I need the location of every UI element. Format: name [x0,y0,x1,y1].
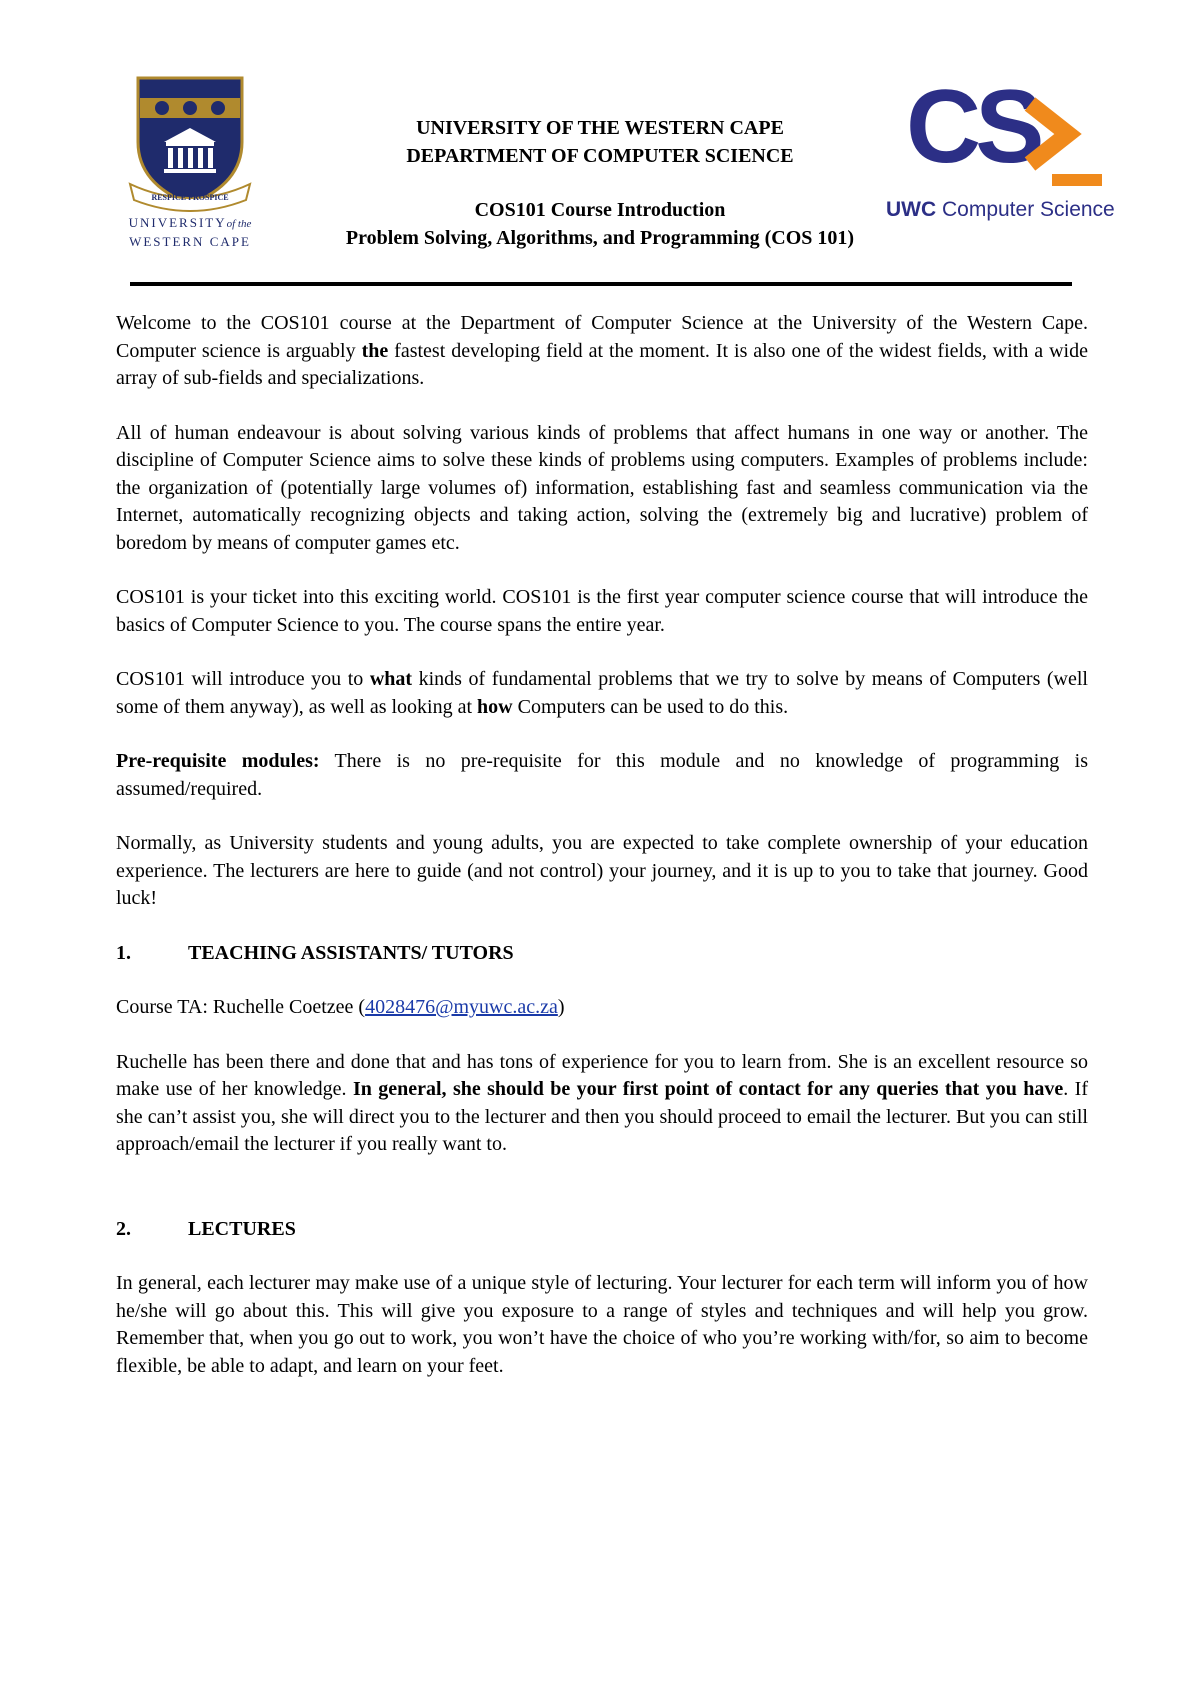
document-body [116,310,1088,1407]
cs-prompt-icon [906,84,1106,190]
intro-paragraph-what-how: COS101 will introduce you to what kinds of fundamental problems that we try to solve by means of Computers (well some of them anyway), as well as looking at how Computers can be used to do this. [116,668,1088,718]
intro-paragraph-problems: All of human endeavour is about solving various kinds of problems that affect humans in one way or another. The discipline of Computer Science aims to solve these kinds of problems using computers. Examples of problems include: the organization of (potentially large volumes of) information, establishing fast and seamless communication via the Internet, automatically recognizing objects and taking action, solving the (extremely big and lucrative) problem of boredom by means of computer games etc. [116,421,1088,554]
course-ta-line: Course TA: Ruchelle Coetzee (4028476@myuwc.ac.za) [116,996,565,1018]
ownership-paragraph: Normally, as University students and young adults, you are expected to take complete ownership of your education experience. The lecturers are here to guide (and not control) your journey, and it is up to you to take that journey. Good luck! [116,832,1088,909]
cs-department-logo [886,84,1136,234]
cs-logo-caption [886,198,1115,222]
header-divider [130,282,1072,286]
uwc-crest-icon [120,72,260,212]
document-header [270,114,930,252]
intro-paragraph-ticket: COS101 is your ticket into this exciting world. COS101 is the first year computer science course that will introduce the basics of Computer Science to you. The course spans the entire year. [116,586,1088,636]
uwc-wordmark-western-cape: WESTERN CAPE [129,234,251,249]
department-name: DEPARTMENT OF COMPUTER SCIENCE [406,145,794,167]
intro-paragraph-welcome: Welcome to the COS101 course at the Department of Computer Science at the University of the Western Cape. Computer science is arguably the fastest developing field at the moment. It is also one of the widest fields, with a wide array of sub-fields and specializations. [116,312,1088,389]
section-heading-lectures: 2. LECTURES [116,1217,296,1240]
uwc-crest-logo [120,72,260,252]
section-heading-teaching-assistants: 1. TEACHING ASSISTANTS/ TUTORS [116,941,514,964]
cs-logo-mark: CS [906,84,1039,185]
prerequisite-paragraph: Pre-requisite modules: There is no pre-requisite for this module and no knowledge of programming is assumed/required. [116,750,1089,800]
uwc-wordmark-university: UNIVERSITY [128,215,227,230]
cs-caption-uwc: UWC [886,198,937,221]
uwc-wordmark-of-the: of the [226,218,252,230]
course-title: COS101 Course Introduction [474,199,726,221]
university-name: UNIVERSITY OF THE WESTERN CAPE [416,117,784,139]
ta-description-paragraph: Ruchelle has been there and done that and has tons of experience for you to learn from. She is an excellent resource so make use of her knowledge. In general, she should be your first point of contact for any queries that you have. If she can’t assist you, she will direct you to the lecturer and then you should proceed to email the lecturer. But you can still approach/email the lecturer if you really want to. [116,1050,1088,1155]
course-subtitle: Problem Solving, Algorithms, and Programming (COS 101) [345,227,855,249]
ta-email-link[interactable]: 4028476@myuwc.ac.za [365,996,558,1018]
uwc-motto: RESPICE PROSPICE [151,193,229,202]
lectures-paragraph: In general, each lecturer may make use of a unique style of lecturing. Your lecturer for each term will inform you of how he/she will go about this. This will give you exposure to a range of styles and techniques and will help you grow. Remember that, when you go out to work, you won’t have the choice of who you’re working with/for, so aim to become flexible, be able to adapt, and learn on your feet. [116,1272,1088,1377]
uwc-wordmark [120,214,260,250]
cs-caption-rest: Computer Science [936,198,1115,221]
